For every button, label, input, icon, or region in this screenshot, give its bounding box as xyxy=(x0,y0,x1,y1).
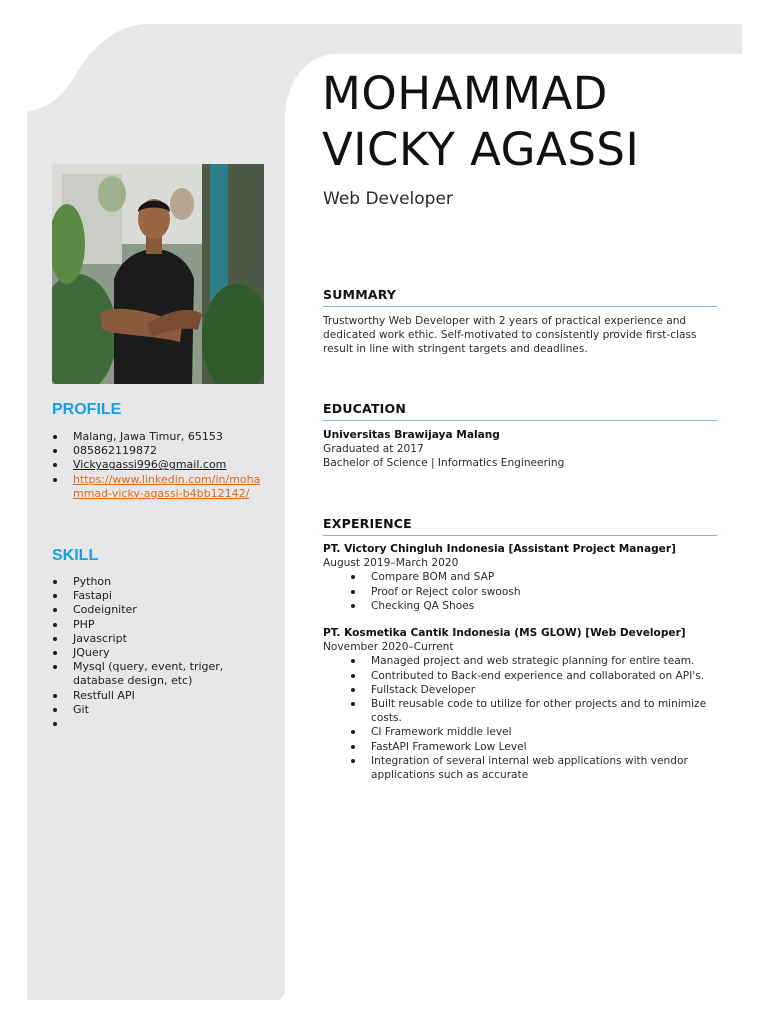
skill-item: Git xyxy=(52,703,232,717)
skill-list xyxy=(52,575,232,731)
skill-item: Restfull API xyxy=(52,689,232,703)
summary-heading: SUMMARY xyxy=(323,287,717,307)
skill-item: Codeigniter xyxy=(52,603,232,617)
name-line-2: VICKY AGASSI xyxy=(322,123,640,176)
experience-heading: EXPERIENCE xyxy=(323,516,717,536)
skill-item: JQuery xyxy=(52,646,232,660)
experience-block xyxy=(323,542,717,782)
duty-item: Checking QA Shoes xyxy=(323,599,717,613)
job-duties xyxy=(323,570,717,613)
email-link[interactable]: Vickyagassi996@gmail.com xyxy=(73,458,227,472)
duty-item: Managed project and web strategic planning for entire team. xyxy=(323,654,717,668)
duty-item: CI Framework middle level xyxy=(323,725,717,739)
profile-list xyxy=(52,430,267,501)
name-line-1: MOHAMMAD xyxy=(322,67,608,120)
job-duties xyxy=(323,654,717,782)
profile-photo xyxy=(52,164,264,384)
linkedin-link[interactable]: https://www.linkedin.com/in/mohammad-vicky-agassi-b4bb12142/ xyxy=(73,472,261,500)
school-name: Universitas Brawijaya Malang xyxy=(323,429,500,441)
location-item: Malang, Jawa Timur, 65153 xyxy=(52,430,267,444)
duty-item: FastAPI Framework Low Level xyxy=(323,740,717,754)
skill-item: Javascript xyxy=(52,632,232,646)
skill-heading: SKILL xyxy=(52,547,99,564)
profile-heading: PROFILE xyxy=(52,401,122,418)
skill-item: Python xyxy=(52,575,232,589)
job-title: Web Developer xyxy=(323,189,453,209)
candidate-name xyxy=(322,66,639,178)
duty-item: Proof or Reject color swoosh xyxy=(323,585,717,599)
job-entry xyxy=(323,626,717,782)
duty-item: Integration of several internal web applications with vendor applications such as accurate xyxy=(323,754,717,782)
skill-item: Fastapi xyxy=(52,589,232,603)
degree: Bachelor of Science | Informatics Engineering xyxy=(323,457,565,470)
job-title-company: PT. Kosmetika Cantik Indonesia (MS GLOW) [Web Developer] xyxy=(323,627,686,640)
graduation-year: Graduated at 2017 xyxy=(323,443,424,456)
linkedin-item xyxy=(52,473,267,501)
skill-item: Mysql (query, event, triger, database design, etc) xyxy=(52,660,232,688)
education-heading: EDUCATION xyxy=(323,401,717,421)
duty-item: Fullstack Developer xyxy=(323,683,717,697)
duty-item: Compare BOM and SAP xyxy=(323,570,717,584)
skill-item-empty xyxy=(52,717,232,731)
job-entry xyxy=(323,542,717,613)
job-title-company: PT. Victory Chingluh Indonesia [Assistant Project Manager] xyxy=(323,543,676,555)
job-period: August 2019–March 2020 xyxy=(323,557,459,570)
phone-item: 085862119872 xyxy=(52,444,267,458)
duty-item: Built reusable code to utilize for other projects and to minimize costs. xyxy=(323,697,717,725)
duty-item: Contributed to Back-end experience and collaborated on API's. xyxy=(323,669,717,683)
summary-text: Trustworthy Web Developer with 2 years of practical experience and dedicated work ethic. Self-motivated to consistently provide first-class result in line with stringent targets and deadlines. xyxy=(323,315,697,356)
email-item xyxy=(52,458,267,472)
skill-item: PHP xyxy=(52,618,232,632)
education-block xyxy=(323,428,717,471)
job-period: November 2020–Current xyxy=(323,641,454,654)
